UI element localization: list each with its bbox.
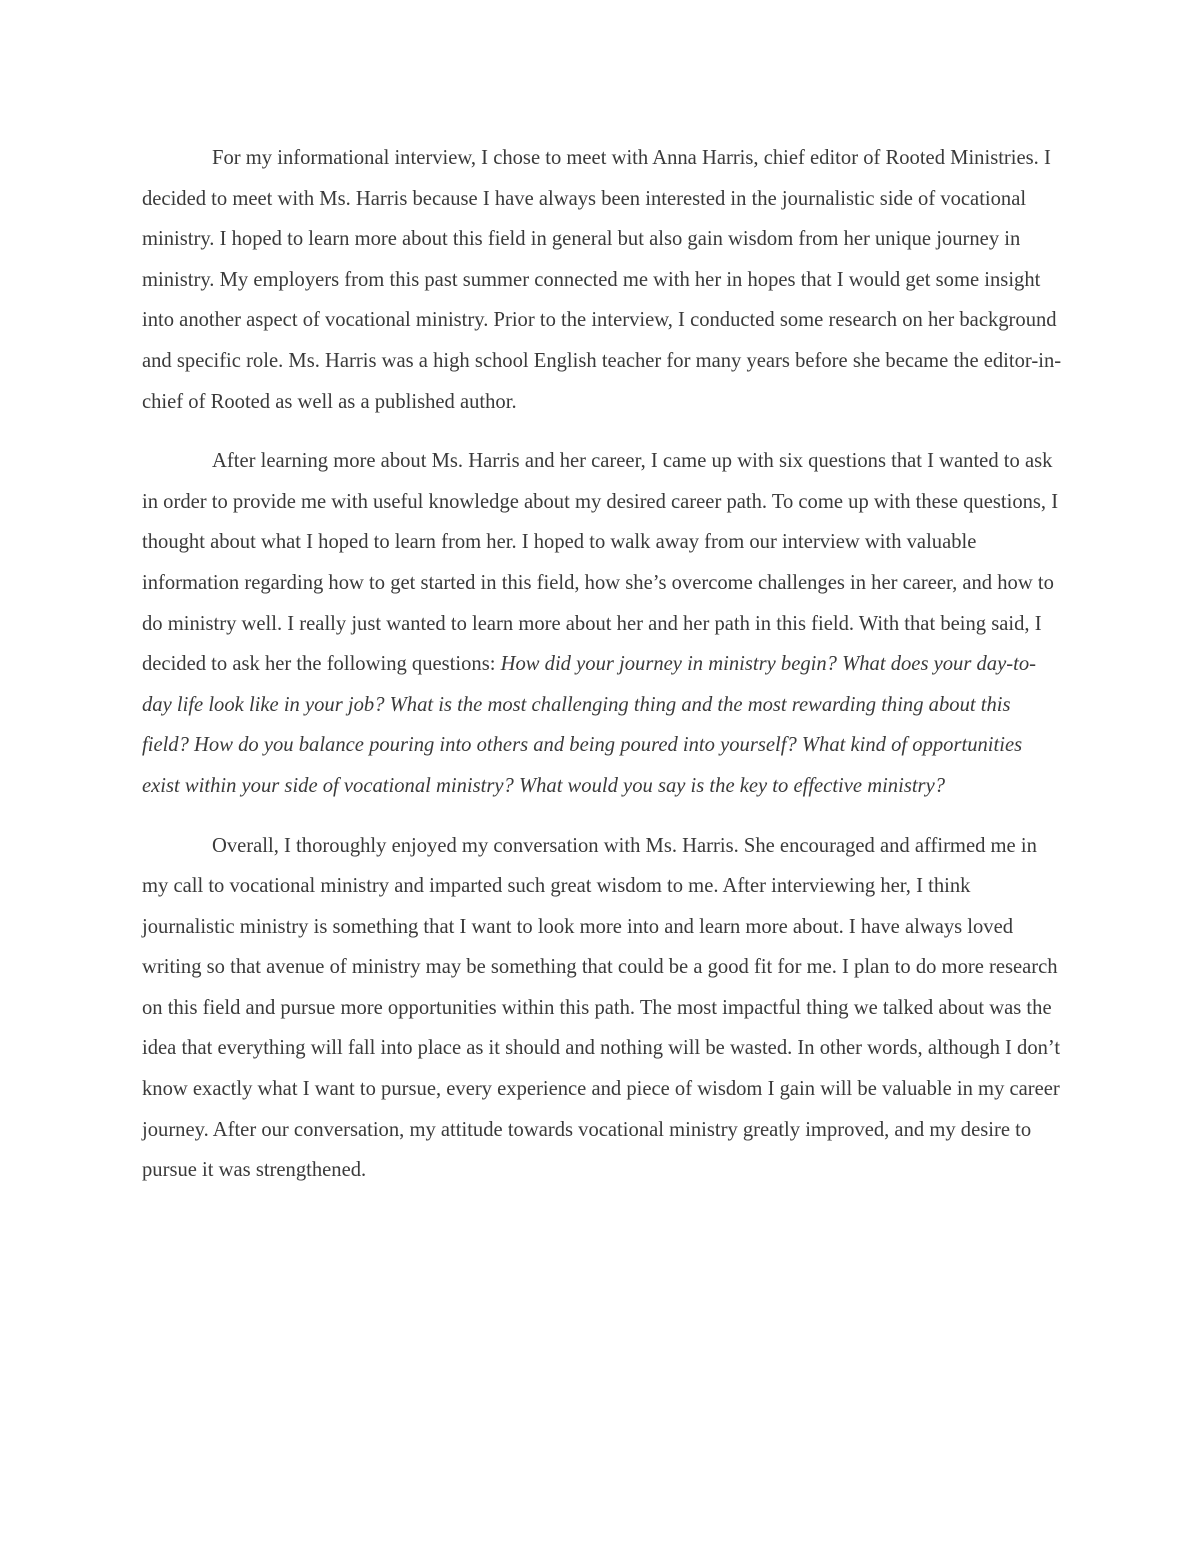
paragraph-3-text: Overall, I thoroughly enjoyed my conversation with Ms. Harris. She encouraged and affirmed me in my call to vocational ministry and imparted such great wisdom to me. After interviewing her, I think journalistic ministry is something that I want to look more into and learn more about. I have always loved writing so that avenue of ministry may be something that could be a good fit for me. I plan to do more research on this field and pursue more opportunities within this path. The most impactful thing we talked about was the idea that everything will fall into place as it should and nothing will be wasted. In other words, although I don’t know exactly what I want to pursue, every experience and piece of wisdom I gain will be valuable in my career journey. After our conversation, my attitude towards vocational ministry greatly improved, and my desire to pursue it was strengthened.	[142, 834, 1061, 1182]
paragraph-1	[142, 138, 1062, 422]
paragraph-2	[142, 441, 1062, 806]
paragraph-3	[142, 826, 1062, 1191]
document-body	[142, 138, 1062, 1210]
paragraph-2-text: After learning more about Ms. Harris and her career, I came up with six questions that I wanted to ask in order to provide me with useful knowledge about my desired career path. To come up with these questions, I thought about what I hoped to learn from her. I hoped to walk away from our interview with valuable information regarding how to get started in this field, how she’s overcome challenges in her career, and how to do ministry well. I really just wanted to learn more about her and her path in this field. With that being said, I decided to ask her the following questions:	[142, 450, 1059, 676]
paragraph-1-text: For my informational interview, I chose to meet with Anna Harris, chief editor of Rooted Ministries. I decided to meet with Ms. Harris because I have always been interested in the journalistic side of vocational ministry. I hoped to learn more about this field in general but also gain wisdom from her unique journey in ministry. My employers from this past summer connected me with her in hopes that I would get some insight into another aspect of vocational ministry. Prior to the interview, I conducted some research on her background and specific role. Ms. Harris was a high school English teacher for many years before she became the editor-in-chief of Rooted as well as a published author.	[142, 147, 1062, 413]
interview-questions: How did your journey in ministry begin? What does your day-to-day life look like in your job? What is the most challenging thing and the most rewarding thing about this field? How do you balance pouring into others and being poured into yourself? What kind of opportunities exist within your side of vocational ministry? What would you say is the key to effective ministry?	[142, 653, 1036, 797]
